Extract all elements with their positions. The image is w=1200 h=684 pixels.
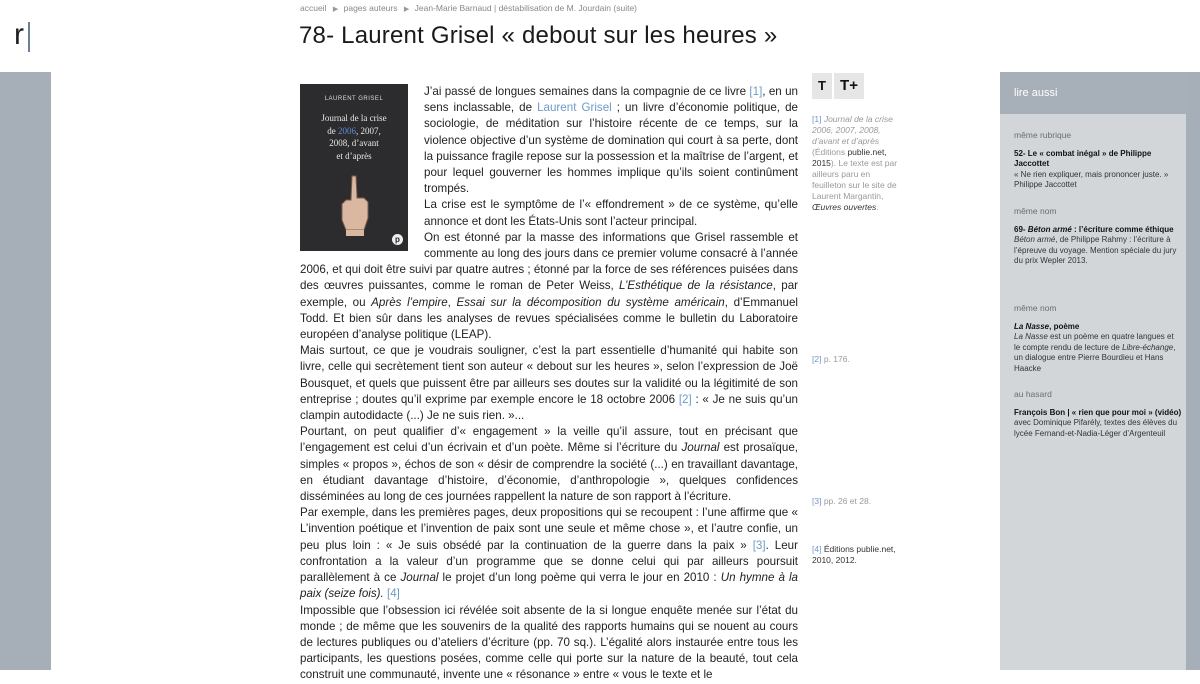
footnote-3-number[interactable]: [3] <box>812 496 822 506</box>
breadcrumb-separator-icon: ▶ <box>332 6 339 13</box>
left-gutter <box>0 72 51 670</box>
font-size-normal-button[interactable]: T <box>812 73 832 99</box>
paragraph: Impossible que l’obsession ici révélée soit absente de la si longue enquête menée sur l’état du monde ; de même que les souvenirs de la qualité des rapports humains qui se nouent au cours de lectures publiques ou d’ateliers d’écriture (pp. 70 sq.). L’égalité alors instaurée entre tous les participants, les questions posées, comme celle qui porte sur la nature de la beauté, tout cela construit une communauté, invente une « résonance » entre « vous le texte et le <box>300 603 798 682</box>
sidebar-section-title: même nom <box>1014 303 1057 313</box>
related-link[interactable]: 69- Béton armé : l’écriture comme éthique <box>1014 224 1174 234</box>
article-body <box>300 84 798 684</box>
logo-cursor-bar <box>28 22 30 52</box>
related-link[interactable]: La Nasse, poème <box>1014 321 1080 331</box>
footnote-4-number[interactable]: [4] <box>812 544 822 554</box>
related-link[interactable]: François Bon | « rien que pour moi » (vidéo) <box>1014 407 1182 417</box>
sidebar-section-title: au hasard <box>1014 389 1052 399</box>
footnote-2-number[interactable]: [2] <box>812 354 822 364</box>
breadcrumb-current[interactable]: Jean-Marie Barnaud | déstabilisation de M. Jourdain (suite) <box>414 3 638 13</box>
breadcrumb-separator-icon: ▶ <box>403 6 410 13</box>
sidebar-section-same-category <box>1014 130 1182 191</box>
related-sidebar <box>1000 72 1186 670</box>
sidebar-section-title: même nom <box>1014 206 1057 216</box>
breadcrumb-authors[interactable]: pages auteurs <box>343 3 398 13</box>
sidebar-section-random <box>1014 389 1182 439</box>
footnote-1-number[interactable]: [1] <box>812 114 822 124</box>
right-gutter <box>1186 72 1200 670</box>
author-link[interactable]: Laurent Grisel <box>537 101 612 115</box>
footnote-4: [4] Éditions publie.net, 2010, 2012. <box>812 544 896 565</box>
breadcrumb <box>300 3 641 13</box>
footnote-3: [3] pp. 26 et 28. <box>812 496 872 506</box>
paragraph: J’ai passé de longues semaines dans la compagnie de ce livre [1], en un sens inclassable, de Laurent Grisel ; un livre d’économie politique, de sociologie, de méditation sur l’histoire récente de ce temps, sur la violence objective d’un système de domination qui court à sa perte, dont la puissance fragile repose sur la possession et la maîtrise de l’argent, et pour lequel gouverner les hommes implique qu’ils soient continûment trompés. <box>424 85 798 196</box>
paragraph: Par exemple, dans les premières pages, deux propositions qui se recoupent : l’une affirme que « L’invention poétique et l’invention de paix sont une seule et même chose », et l’autre confie, un peu plus loin : « Je suis obsédé par la continuation de la guerre dans la paix » [3]. Leur confrontation a la valeur d’un programme que se donne celui qui par ailleurs poursuit parallèlement à ce Journal le projet d’un long poème qui verra le jour en 2010 : Un hymne à la paix (seize fois). [4] <box>300 506 798 601</box>
footnote-link-4[interactable]: [4] <box>387 587 400 601</box>
page-title: 78- Laurent Grisel « debout sur les heures » <box>299 22 778 49</box>
book-cover-title: Journal de la crise de 2006, 2007, 2008, d’avant et d’après <box>321 113 387 161</box>
paragraph: Mais surtout, ce que je voudrais souligner, c’est la part essentielle d’humanité qui habite son livre, celle qui secrètement tient son auteur « debout sur les heures », selon l’expression de Joë Bousquet, et quels que puissent être par ailleurs ses doutes sur la validité ou la légitimité de son entreprise ; doutes qu’il exprime par exemple encore le 18 octobre 2006 [2] : « Je ne suis qu’un clampin autodidacte (...) Je ne suis rien. »... <box>300 344 798 423</box>
footnote-link-2[interactable]: [2] <box>678 392 692 406</box>
paragraph: La crise est le symptôme de l’« effondrement » de ce système, qu’elle annonce et dont les États-Unis sont l’acteur principal. <box>424 198 798 228</box>
related-description: La Nasse est un poème en quatre langues et le compte rendu de lecture de Libre-échange, un dialogue entre Pierre Bourdieu et Hans Haacke <box>1014 332 1176 373</box>
site-logo[interactable]: r <box>14 18 24 51</box>
related-link[interactable]: 52- Le « combat inégal » de Philippe Jaccottet <box>1014 148 1152 168</box>
breadcrumb-home[interactable]: accueil <box>300 3 327 13</box>
header <box>0 0 1200 72</box>
sidebar-section-same-name-2 <box>1014 303 1182 374</box>
footnote-link-3[interactable]: [3] <box>752 538 766 552</box>
paragraph: Pourtant, on peut qualifier d’« engagement » la veille qu’il assure, tout en précisant que l’engagement est celui d’un écrivain et d’un poète. Même si l’écriture du Journal est prosaïque, simples « propos », échos de son « désir de comprendre la société (...) en travaillant davantage, en étudiant davantage d’histoire, d’économie, d’anthropologie », quelques confidences disséminées au long de ces journées rappellent la nature de son rapport à l’écriture. <box>300 425 798 504</box>
related-description: « Ne rien expliquer, mais prononcer juste. » Philippe Jaccottet <box>1014 169 1169 189</box>
font-size-increase-button[interactable]: T+ <box>834 73 864 99</box>
footnote-link-1[interactable]: [1] <box>749 85 763 98</box>
book-cover-author: LAURENT GRISEL <box>324 96 384 102</box>
sidebar-section-same-name <box>1014 206 1182 267</box>
footnote-2: [2] p. 176. <box>812 354 850 364</box>
book-cover-title-line-2: de 2006, 2007, <box>327 125 381 136</box>
related-description: avec Dominique Pifarély, textes des élèves du lycée Fernand-et-Nadia-Léger d’Argenteuil <box>1014 418 1178 438</box>
sidebar-header: lire aussi <box>1000 72 1186 114</box>
paragraph: On est étonné par la masse des informations que Grisel rassemble et commente au long des jours dans ce premier volume consacré à l’année 2006, et qui doit être suivi par quatre autres ; étonné par la force de ses références puisées dans des œuvres puissantes, comme le roman de Peter Weiss, L’Esthétique de la résistance, par exemple, ou Après l’empire, Essai sur la décomposition du système américain, d’Emmanuel Todd. Et bien sûr dans les analyses de revues spécialisées comme le bulletin du Laboratoire européen d’analyse politique (LEAP). <box>300 230 799 342</box>
sidebar-section-title: même rubrique <box>1014 130 1072 140</box>
publisher-logo: p <box>392 234 403 245</box>
related-description: Béton armé, de Philippe Rahmy : l’écriture à l’épreuve du voyage. Mention spéciale du jury du prix Wepler 2013. <box>1014 235 1177 265</box>
footnote-1: [1] Journal de la crise 2006, 2007, 2008, d’avant et d’après (Éditions publie.net, 2015). Le texte est par ailleurs paru en feuilleton sur le site de Laurent Margantin, Œuvres ouvertes. <box>812 114 898 212</box>
